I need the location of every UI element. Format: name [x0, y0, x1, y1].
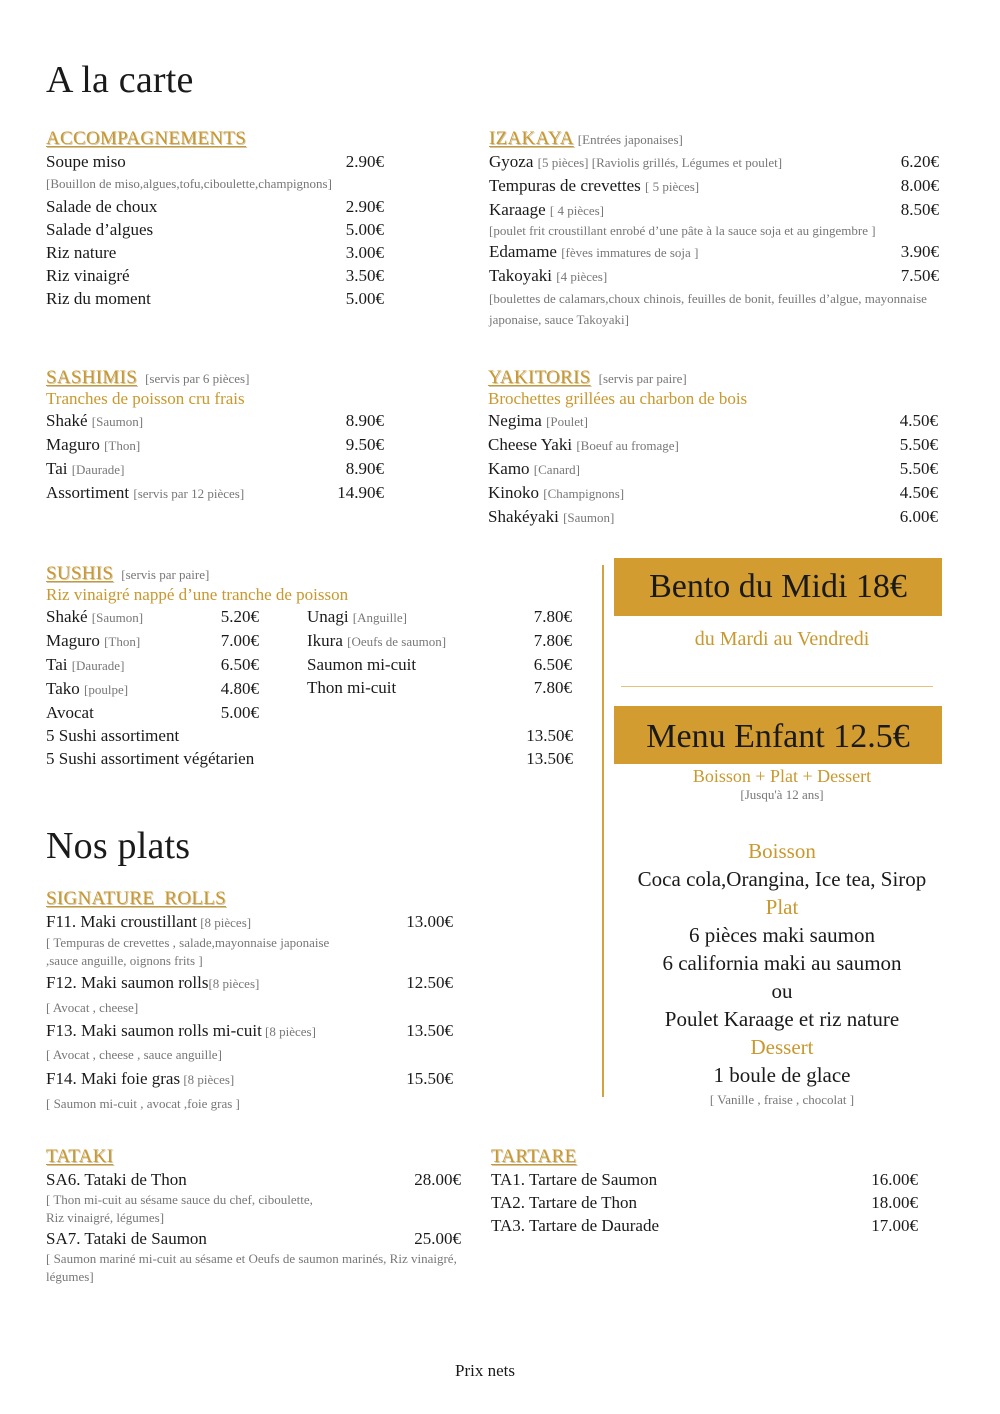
item-description: [ Avocat , cheese] — [46, 1000, 139, 1015]
menu-item: Maguro [Thon] 9.50€ — [46, 435, 384, 454]
bento-title-box: Bento du Midi 18€ — [614, 558, 942, 616]
menu-item: F11. Maki croustillant [8 pièces] 13.00€ — [46, 912, 453, 931]
item-description: [ Tempuras de crevettes , salade,mayonnaise japonaise ,sauce anguille, oignons frits ] — [46, 935, 330, 968]
plat-or: ou — [771, 979, 793, 1003]
menu-enfant-details — [604, 765, 960, 1111]
item-description: [ Saumon mariné mi-cuit au sésame et Oeufs de saumon marinés, Riz vinaigré, légumes] — [46, 1251, 457, 1284]
boisson-label: Boisson — [748, 839, 816, 863]
section-sashimis — [46, 367, 384, 505]
dessert-label: Dessert — [750, 1035, 814, 1059]
menu-item: Avocat 5.00€ — [46, 703, 259, 722]
item-description: [ Saumon mi-cuit , avocat ,foie gras ] — [46, 1096, 240, 1111]
menu-item: SA6. Tataki de Thon 28.00€ — [46, 1170, 461, 1189]
item-description: [poulet frit croustillant enrobé d’une pâte à la sauce soja et au gingembre ] — [489, 223, 876, 238]
footer-prix-nets: Prix nets — [455, 1361, 515, 1380]
menu-item: TA2. Tartare de Thon 18.00€ — [491, 1193, 918, 1212]
menu-item: Tempuras de crevettes [ 5 pièces] 8.00€ — [489, 176, 939, 195]
plat-option: 6 pièces maki saumon — [688, 923, 876, 947]
menu-item: F14. Maki foie gras [8 pièces] 15.50€ — [46, 1069, 453, 1088]
bento-days: du Mardi au Vendredi — [694, 628, 870, 650]
section-heading: SASHIMIS — [46, 367, 138, 388]
menu-enfant-age: [Jusqu'à 12 ans] — [740, 787, 824, 802]
section-heading: YAKITORIS — [488, 367, 591, 388]
horizontal-divider — [621, 686, 933, 687]
menu-item: Karaage [ 4 pièces] 8.50€ — [489, 200, 939, 219]
menu-item: Edamame [fèves immatures de soja ] 3.90€ — [489, 242, 939, 261]
section-heading: TARTARE — [491, 1146, 577, 1167]
menu-item: Saumon mi-cuit 6.50€ — [307, 655, 572, 674]
menu-item: 5 Sushi assortiment végétarien 13.50€ — [46, 749, 573, 768]
menu-item: Shaké [Saumon] 5.20€ — [46, 607, 259, 626]
menu-item: Assortiment [servis par 12 pièces] 14.90€ — [46, 483, 384, 502]
menu-item: Salade d’algues 5.00€ — [46, 220, 384, 239]
menu-item: Shaké [Saumon] 8.90€ — [46, 411, 384, 430]
menu-item: Takoyaki [4 pièces] 7.50€ — [489, 266, 939, 285]
section-subtitle: Tranches de poisson cru frais — [46, 389, 245, 408]
section-accompagnements — [46, 128, 384, 310]
dessert-note: [ Vanille , fraise , chocolat ] — [709, 1092, 855, 1107]
section-tartare — [491, 1146, 918, 1237]
menu-enfant-title-box: Menu Enfant 12.5€ — [614, 706, 942, 764]
section-heading: SIGNATURE ROLLS — [46, 888, 227, 909]
menu-item: 5 Sushi assortiment 13.50€ — [46, 726, 573, 745]
menu-item: Riz nature 3.00€ — [46, 243, 384, 262]
section-note: [Entrées japonaises] — [577, 132, 683, 147]
section-sushis — [46, 563, 573, 770]
section-heading: ACCOMPAGNEMENTS — [46, 128, 247, 149]
sushis-left-column — [46, 605, 259, 724]
menu-item: Riz du moment 5.00€ — [46, 289, 384, 308]
menu-item: Riz vinaigré 3.50€ — [46, 266, 384, 285]
menu-item: TA1. Tartare de Saumon 16.00€ — [491, 1170, 918, 1189]
page-title-nos-plats: Nos plats — [46, 825, 191, 867]
section-heading: IZAKAYA — [489, 128, 574, 149]
menu-item: Tai [Daurade] 6.50€ — [46, 655, 259, 674]
sushis-right-column — [307, 605, 572, 724]
boisson-list: Coca cola,Orangina, Ice tea, Sirop — [637, 867, 927, 891]
menu-item: Soupe miso 2.90€ — [46, 152, 384, 171]
plat-option: Poulet Karaage et riz nature — [664, 1007, 900, 1031]
menu-item: Cheese Yaki [Boeuf au fromage] 5.50€ — [488, 435, 938, 454]
menu-item: Maguro [Thon] 7.00€ — [46, 631, 259, 650]
menu-item: Unagi [Anguille] 7.80€ — [307, 607, 572, 626]
section-tataki — [46, 1146, 461, 1286]
section-heading: SUSHIS — [46, 563, 114, 584]
menu-enfant-subtitle: Boisson + Plat + Dessert — [692, 766, 872, 786]
menu-item: Tako [poulpe] 4.80€ — [46, 679, 259, 698]
menu-item: TA3. Tartare de Daurade 17.00€ — [491, 1216, 918, 1235]
plat-option: 6 california maki au saumon — [662, 951, 902, 975]
menu-item: F12. Maki saumon rolls[8 pièces] 12.50€ — [46, 973, 453, 992]
menu-item: Shakéyaki [Saumon] 6.00€ — [488, 507, 938, 526]
section-subtitle: Riz vinaigré nappé d’une tranche de poisson — [46, 585, 349, 604]
item-description: [ Avocat , cheese , sauce anguille] — [46, 1047, 222, 1062]
menu-item: Gyoza [5 pièces] [Raviolis grillés, Légumes et poulet] 6.20€ — [489, 152, 939, 171]
page-title-a-la-carte: A la carte — [46, 59, 194, 101]
section-note: [servis par paire] — [121, 567, 210, 582]
menu-item: Negima [Poulet] 4.50€ — [488, 411, 938, 430]
dessert-item: 1 boule de glace — [713, 1063, 851, 1087]
plat-label: Plat — [765, 895, 799, 919]
section-note: [servis par paire] — [598, 371, 687, 386]
section-note: [servis par 6 pièces] — [145, 371, 250, 386]
menu-item: SA7. Tataki de Saumon 25.00€ — [46, 1229, 461, 1248]
menu-item: F13. Maki saumon rolls mi-cuit [8 pièces] 13.50€ — [46, 1021, 453, 1040]
menu-item: Salade de choux 2.90€ — [46, 197, 384, 216]
section-yakitoris — [488, 367, 938, 529]
menu-item: Tai [Daurade] 8.90€ — [46, 459, 384, 478]
section-heading: TATAKI — [46, 1146, 114, 1167]
item-description: [boulettes de calamars,choux chinois, feuilles de bonit, feuilles d’algue, mayonnaise japonaise, sauce Takoyaki] — [489, 291, 927, 327]
menu-item: Kinoko [Champignons] 4.50€ — [488, 483, 938, 502]
menu-item: Thon mi-cuit 7.80€ — [307, 678, 572, 697]
section-subtitle: Brochettes grillées au charbon de bois — [488, 389, 748, 408]
item-description: [Bouillon de miso,algues,tofu,ciboulette,champignons] — [46, 176, 332, 191]
section-izakaya — [489, 128, 939, 330]
item-description: [ Thon mi-cuit au sésame sauce du chef, ciboulette, Riz vinaigré, légumes] — [46, 1192, 313, 1225]
menu-item: Kamo [Canard] 5.50€ — [488, 459, 938, 478]
menu-item: Ikura [Oeufs de saumon] 7.80€ — [307, 631, 572, 650]
section-signature-rolls — [46, 888, 453, 1117]
